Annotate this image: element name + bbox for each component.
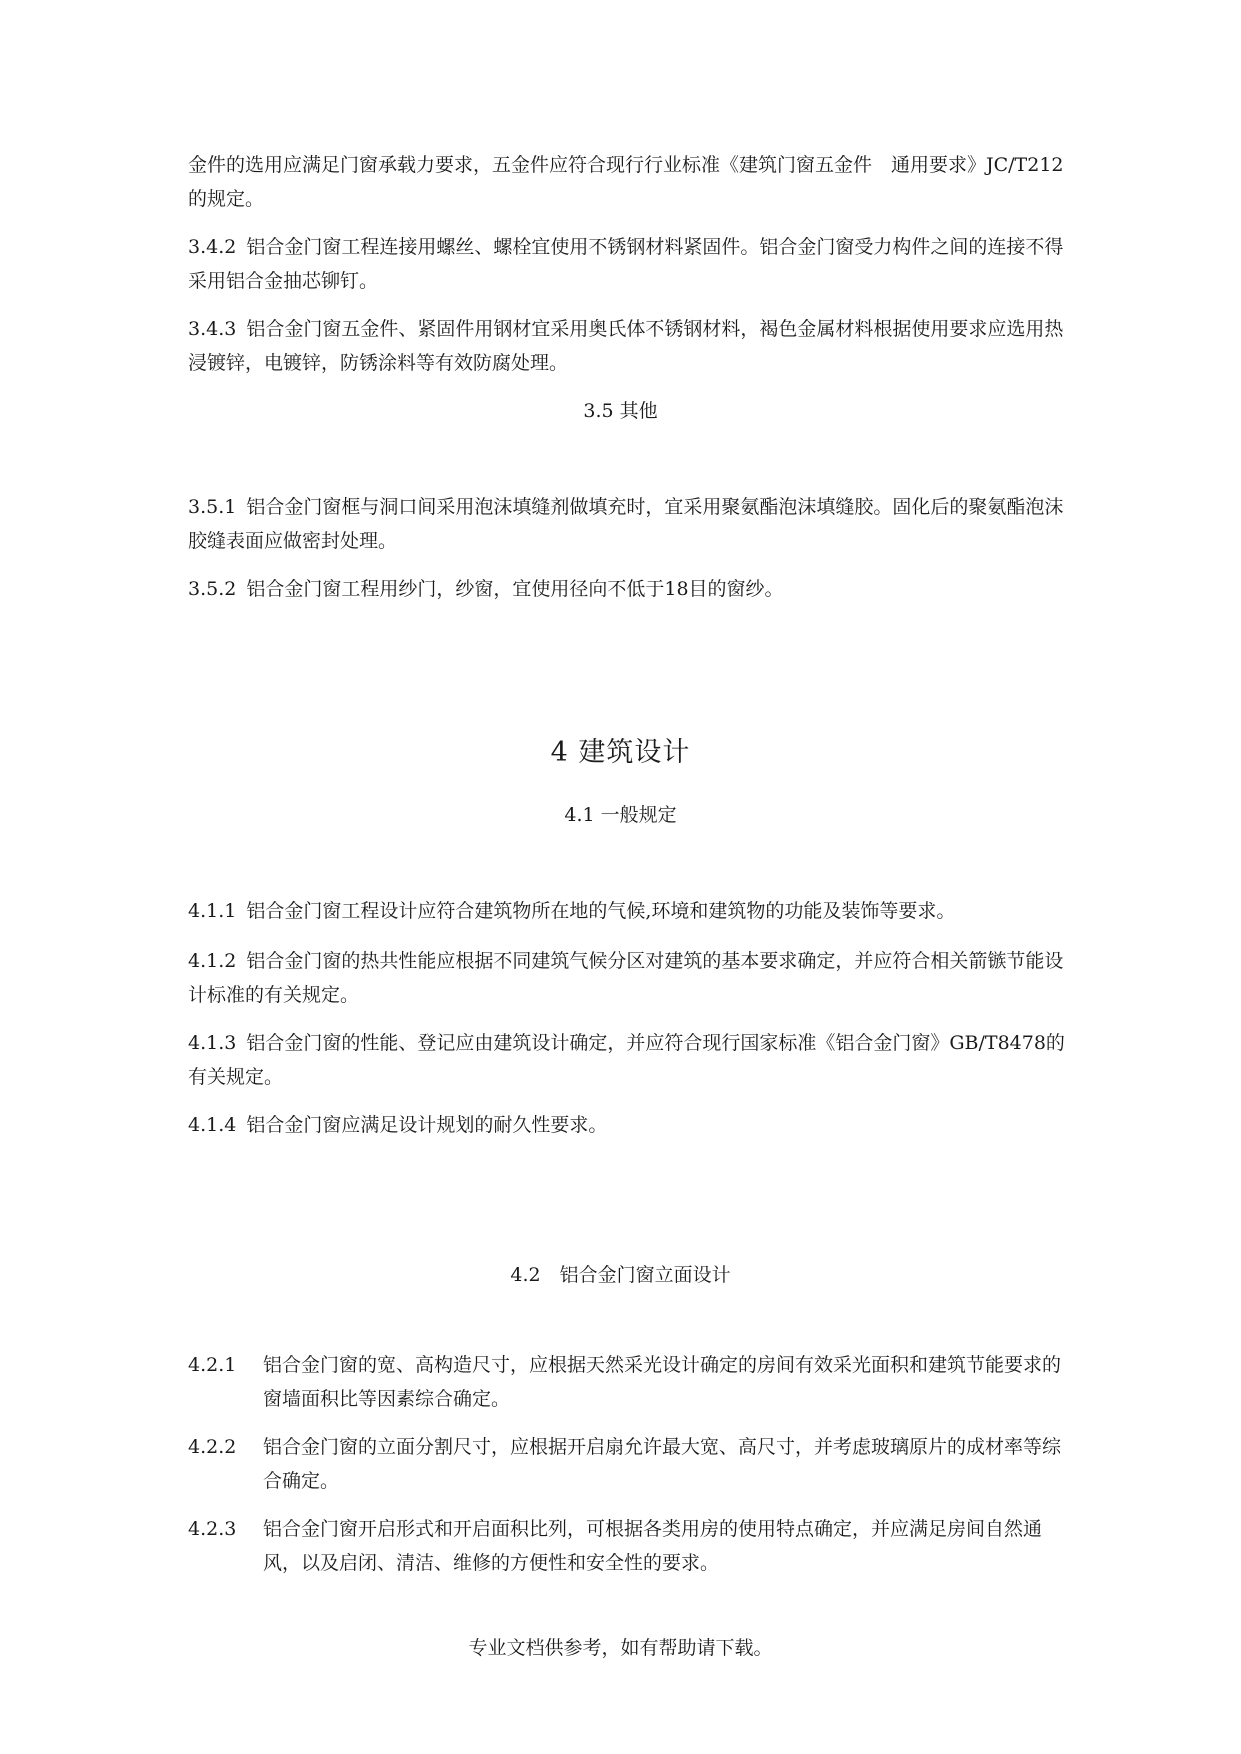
section-heading-3-5: 3.5 其他 bbox=[583, 400, 658, 422]
clause-number: 3.5.2 bbox=[188, 578, 237, 600]
paragraph-4-1-1 bbox=[188, 894, 1068, 928]
paragraph-text: 铝合金门窗工程设计应符合建筑物所在地的气候,环境和建筑物的功能及装饰等要求。 bbox=[246, 900, 956, 922]
page-footer: 专业文档供参考，如有帮助请下载。 bbox=[468, 1637, 773, 1659]
paragraph-4-2-2 bbox=[188, 1430, 1068, 1498]
paragraph-3-5-1 bbox=[188, 490, 1068, 558]
section-heading-4-2: 4.2 铝合金门窗立面设计 bbox=[510, 1264, 731, 1286]
clause-number: 4.1.4 bbox=[188, 1114, 237, 1136]
clause-number: 4.1.3 bbox=[188, 1032, 237, 1054]
section-heading-4-1: 4.1 一般规定 bbox=[564, 804, 677, 826]
chapter-heading-4: 4 建筑设计 bbox=[550, 737, 691, 768]
paragraph-3-4-3 bbox=[188, 312, 1068, 380]
paragraph-text: 铝合金门窗的热共性能应根据不同建筑气候分区对建筑的基本要求确定，并应符合相关箭镞节能设计标准的有关规定。 bbox=[188, 950, 1064, 1006]
paragraph-4-2-1 bbox=[188, 1348, 1068, 1416]
paragraph-text: 铝合金门窗框与洞口间采用泡沫填缝剂做填充时，宜采用聚氨酯泡沫填缝胶。固化后的聚氨酯泡沫胶缝表面应做密封处理。 bbox=[188, 496, 1064, 552]
paragraph-4-2-3 bbox=[188, 1512, 1068, 1580]
paragraph-3-4-1-continued bbox=[188, 148, 1068, 216]
clause-number: 4.1.1 bbox=[188, 900, 237, 922]
clause-number: 4.1.2 bbox=[188, 950, 237, 972]
paragraph-text: 铝合金门窗应满足设计规划的耐久性要求。 bbox=[246, 1114, 608, 1136]
paragraph-text: 铝合金门窗五金件、紧固件用钢材宜采用奥氏体不锈钢材料，褐色金属材料根据使用要求应选用热浸镀锌，电镀锌，防锈涂料等有效防腐处理。 bbox=[188, 318, 1064, 374]
paragraph-text: 铝合金门窗的立面分割尺寸，应根据开启扇允许最大宽、高尺寸，并考虑玻璃原片的成材率等综合确定。 bbox=[263, 1436, 1062, 1492]
paragraph-4-1-4 bbox=[188, 1108, 1068, 1142]
clause-number: 3.4.2 bbox=[188, 236, 237, 258]
clause-number: 3.4.3 bbox=[188, 318, 237, 340]
paragraph-text: 铝合金门窗工程用纱门，纱窗，宜使用径向不低于18目的窗纱。 bbox=[246, 578, 784, 600]
paragraph-3-4-2 bbox=[188, 230, 1068, 298]
paragraph-4-1-2 bbox=[188, 944, 1068, 1012]
paragraph-3-5-2 bbox=[188, 572, 1068, 606]
clause-number: 4.2.2 bbox=[188, 1436, 237, 1458]
paragraph-text: 铝合金门窗开启形式和开启面积比列，可根据各类用房的使用特点确定，并应满足房间自然通风，以及启闭、清洁、维修的方便性和安全性的要求。 bbox=[263, 1518, 1043, 1574]
paragraph-text: 铝合金门窗工程连接用螺丝、螺栓宜使用不锈钢材料紧固件。铝合金门窗受力构件之间的连接不得采用铝合金抽芯铆钉。 bbox=[188, 236, 1064, 292]
paragraph-4-1-3 bbox=[188, 1026, 1068, 1094]
paragraph-text: 金件的选用应满足门窗承载力要求，五金件应符合现行行业标准《建筑门窗五金件 通用要求》JC/T212的规定。 bbox=[188, 154, 1064, 210]
clause-number: 4.2.3 bbox=[188, 1518, 237, 1540]
paragraph-text: 铝合金门窗的性能、登记应由建筑设计确定，并应符合现行国家标准《铝合金门窗》GB/T8478的有关规定。 bbox=[188, 1032, 1065, 1088]
clause-number: 4.2.1 bbox=[188, 1354, 237, 1376]
paragraph-text: 铝合金门窗的宽、高构造尺寸，应根据天然采光设计确定的房间有效采光面积和建筑节能要求的窗墙面积比等因素综合确定。 bbox=[263, 1354, 1062, 1410]
clause-number: 3.5.1 bbox=[188, 496, 237, 518]
